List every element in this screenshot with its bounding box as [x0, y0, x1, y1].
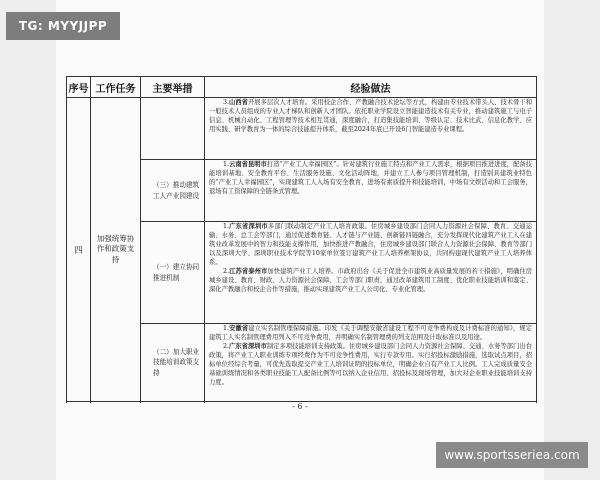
row-measure: （二）加大职业技能培训政策支持: [141, 324, 205, 402]
row-task: 加强统筹协作和政策支持: [91, 98, 141, 402]
row-experience: [205, 160, 537, 222]
experience-item: 3.山西省开展多层次人才培育。采用校企合作、产教融合技术论坛等方式，构建由专业技术带头人、技术骨干和一般技术人员组成的专业人才梯队和创新人才团队。依托职业学院设立智能建造技术有关专业，推动建筑施工与电子信息、机械自动化、工程管理等技术相互贯通，深度融合，打造集技能培训、等级认定、技术比武、信息化教学、应用实践、研学教育为一体的综合技能提升体系，截至2024年底已开设6门智能建造专业课程。: [209, 99, 533, 133]
experience-item: 2.广东省深圳市制定多项技能培训支持政策。住房城乡建设部门会同人力资源社会保障、交通、水务等部门出台政策，将产业工人职业训练专项经费作为不可竞争性费用，实行专款专用。实行招投标激励措施，选取试点项目，招标单位经综合考量，可优先选取提交产业工人培训证明的投标单位，明确企业自有产业工人比例。工人完成质量安全基础训练情况和各类职业技能工人配备比例等可以纳入企业信用、招投标及现场管理，加大对企业职业技能培训支持力度。: [209, 342, 533, 386]
table-header-row: [67, 77, 537, 98]
experience-item: 2.江苏省泰州市加快建筑产业工人培养。市政府出台《关于促进全市建筑业高质量发展的若干措施》，明确住房城乡建设、教育、财政、人力资源社会保障、工会等部门职责，通过改革建筑用工制度、优化职业技能培训和鉴定、深化产教融合和校企合作等措施，推动实现建筑产业工人公司化、专业化管理。: [209, 267, 533, 293]
table-row: [67, 98, 537, 160]
experience-item: 1.安徽省建立实名制管理保障措施。印发《关于调整安徽省建设工程不可竞争费构成及计费标准的通知》，规定建筑工人实名制管理费用列入不可竞争费用，并明确实名制管理费的列支范围及计取标准以及用途。: [209, 325, 532, 341]
row-measure: （三）推动建筑工人产业园建设: [141, 160, 205, 222]
watermark-url: www.sportsseriea.com: [436, 442, 588, 468]
header-task: 工作任务: [91, 77, 141, 98]
header-seq: 序号: [67, 77, 91, 98]
row-experience: [205, 98, 537, 160]
row-experience: [205, 324, 537, 402]
watermark-tag: TG: MYYJJPP: [6, 12, 120, 40]
experience-item: 1.云南省昆明市打造“产业工人幸福园区”。针对建筑行业施工特点和产业工人需求，根据项目推进进度，配备技能培训基地、安全教育平台、生活服务设施、文化活动阵地，并建立工人参与项目管理机制，打造别具建筑业特色的“产业工人幸福园区”，实现建筑工人入场有安全教育，进场有素质提升和技能培训，中场有文娱活动和工会服务，退场有工资保障的全链条式管理。: [209, 161, 532, 195]
row-measure: （一）建立协同推进机制: [141, 222, 205, 324]
experience-table: [66, 76, 537, 402]
row-measure: [141, 98, 205, 160]
page-number: - 6 -: [292, 402, 308, 411]
row-experience: [205, 222, 537, 324]
header-experience: 经验做法: [205, 77, 537, 98]
experience-item: 1.广东省深圳市多部门联动制定产业工人培育政策。住房城乡建设部门会同人力资源社会保障、教育、交通运输、水务、总工会等部门，通过促进教育链、人才链与产业链、创新链四链融合，充分发挥现代化建筑产业工人在建筑业改革发展中的智力和技能支撑作用，加快推进产教融合，住房城乡建设部门联合人力资源社会保障、教育等部门以及深圳大学、深圳职业技术学院等10家单位签订建筑产业工人培养框架协议，共同构建现代建筑产业工人培养体系。: [209, 223, 533, 266]
header-measure: 主要举措: [141, 77, 205, 98]
row-seq: 四: [67, 98, 91, 402]
